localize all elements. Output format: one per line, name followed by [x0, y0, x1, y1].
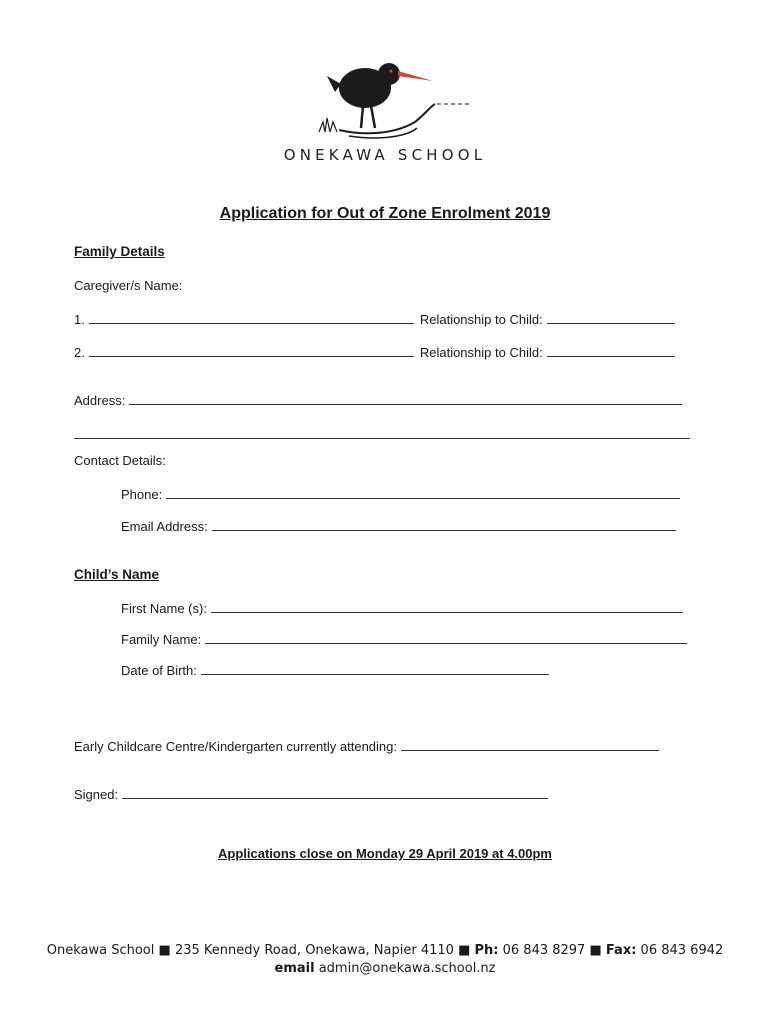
dob-label: Date of Birth:	[121, 663, 197, 678]
footer-separator: ■	[589, 943, 602, 958]
signed-label: Signed:	[74, 787, 119, 802]
closing-date-note: Applications close on Monday 29 April 2019 at 4.00pm	[217, 846, 552, 861]
childs-name-heading: Child’s Name	[74, 567, 160, 582]
footer-email[interactable]: admin@onekawa.school.nz	[318, 961, 496, 976]
address-row-2	[74, 426, 690, 439]
dob-field[interactable]	[201, 662, 549, 675]
caregiver-2-relationship-field[interactable]	[547, 344, 675, 357]
footer-separator: ■	[458, 943, 471, 958]
footer-fax: 06 843 6942	[640, 943, 724, 958]
address-label: Address:	[74, 393, 126, 408]
caregiver-1-row	[74, 311, 675, 327]
signature-field[interactable]	[122, 786, 548, 799]
phone-field[interactable]	[166, 486, 680, 499]
early-childcare-row	[74, 738, 659, 754]
first-name-row	[121, 600, 683, 616]
early-childcare-label: Early Childcare Centre/Kindergarten currently attending:	[74, 739, 398, 754]
address-field-line-1[interactable]	[129, 392, 682, 405]
school-name: ONEKAWA SCHOOL	[283, 146, 487, 164]
page-title: Application for Out of Zone Enrolment 2019	[219, 205, 551, 222]
caregiver-2-relationship-label: Relationship to Child:	[419, 345, 543, 360]
phone-label: Phone:	[121, 487, 163, 502]
caregiver-2-row	[74, 344, 675, 360]
email-field[interactable]	[212, 518, 676, 531]
footer-email-line	[0, 961, 770, 976]
footer-fax-label: Fax:	[605, 943, 637, 958]
caregiver-2-number: 2.	[74, 345, 85, 360]
footer-address: 235 Kennedy Road, Onekawa, Napier 4110	[174, 943, 454, 958]
contact-details-label: Contact Details:	[74, 453, 166, 468]
email-row	[121, 518, 676, 534]
caregiver-1-relationship-field[interactable]	[547, 311, 675, 324]
caregiver-1-relationship-label: Relationship to Child:	[419, 312, 543, 327]
signed-row	[74, 786, 548, 802]
family-name-field[interactable]	[205, 631, 687, 644]
family-name-label: Family Name:	[121, 632, 202, 647]
first-name-label: First Name (s):	[121, 601, 207, 616]
caregiver-1-number: 1.	[74, 312, 85, 327]
footer-school: Onekawa School	[46, 943, 155, 958]
early-childcare-field[interactable]	[401, 738, 659, 751]
oystercatcher-bird-icon	[305, 56, 475, 146]
footer-separator: ■	[158, 943, 171, 958]
email-label: Email Address:	[121, 519, 208, 534]
caregivers-label: Caregiver/s Name:	[74, 278, 183, 293]
caregivers-label-row	[74, 278, 182, 293]
caregiver-1-name-field[interactable]	[89, 311, 414, 324]
first-name-field[interactable]	[211, 600, 683, 613]
family-name-row	[121, 631, 687, 647]
caregiver-2-name-field[interactable]	[89, 344, 414, 357]
footer-phone: 06 843 8297	[502, 943, 586, 958]
dob-row	[121, 662, 549, 678]
contact-details-row	[74, 453, 166, 468]
address-field-line-2[interactable]	[74, 426, 690, 439]
footer-phone-label: Ph:	[474, 943, 499, 958]
phone-row	[121, 486, 680, 502]
footer-email-label: email	[274, 961, 315, 976]
family-details-heading: Family Details	[74, 244, 165, 259]
address-row	[74, 392, 682, 408]
footer-contact-line	[0, 943, 770, 958]
